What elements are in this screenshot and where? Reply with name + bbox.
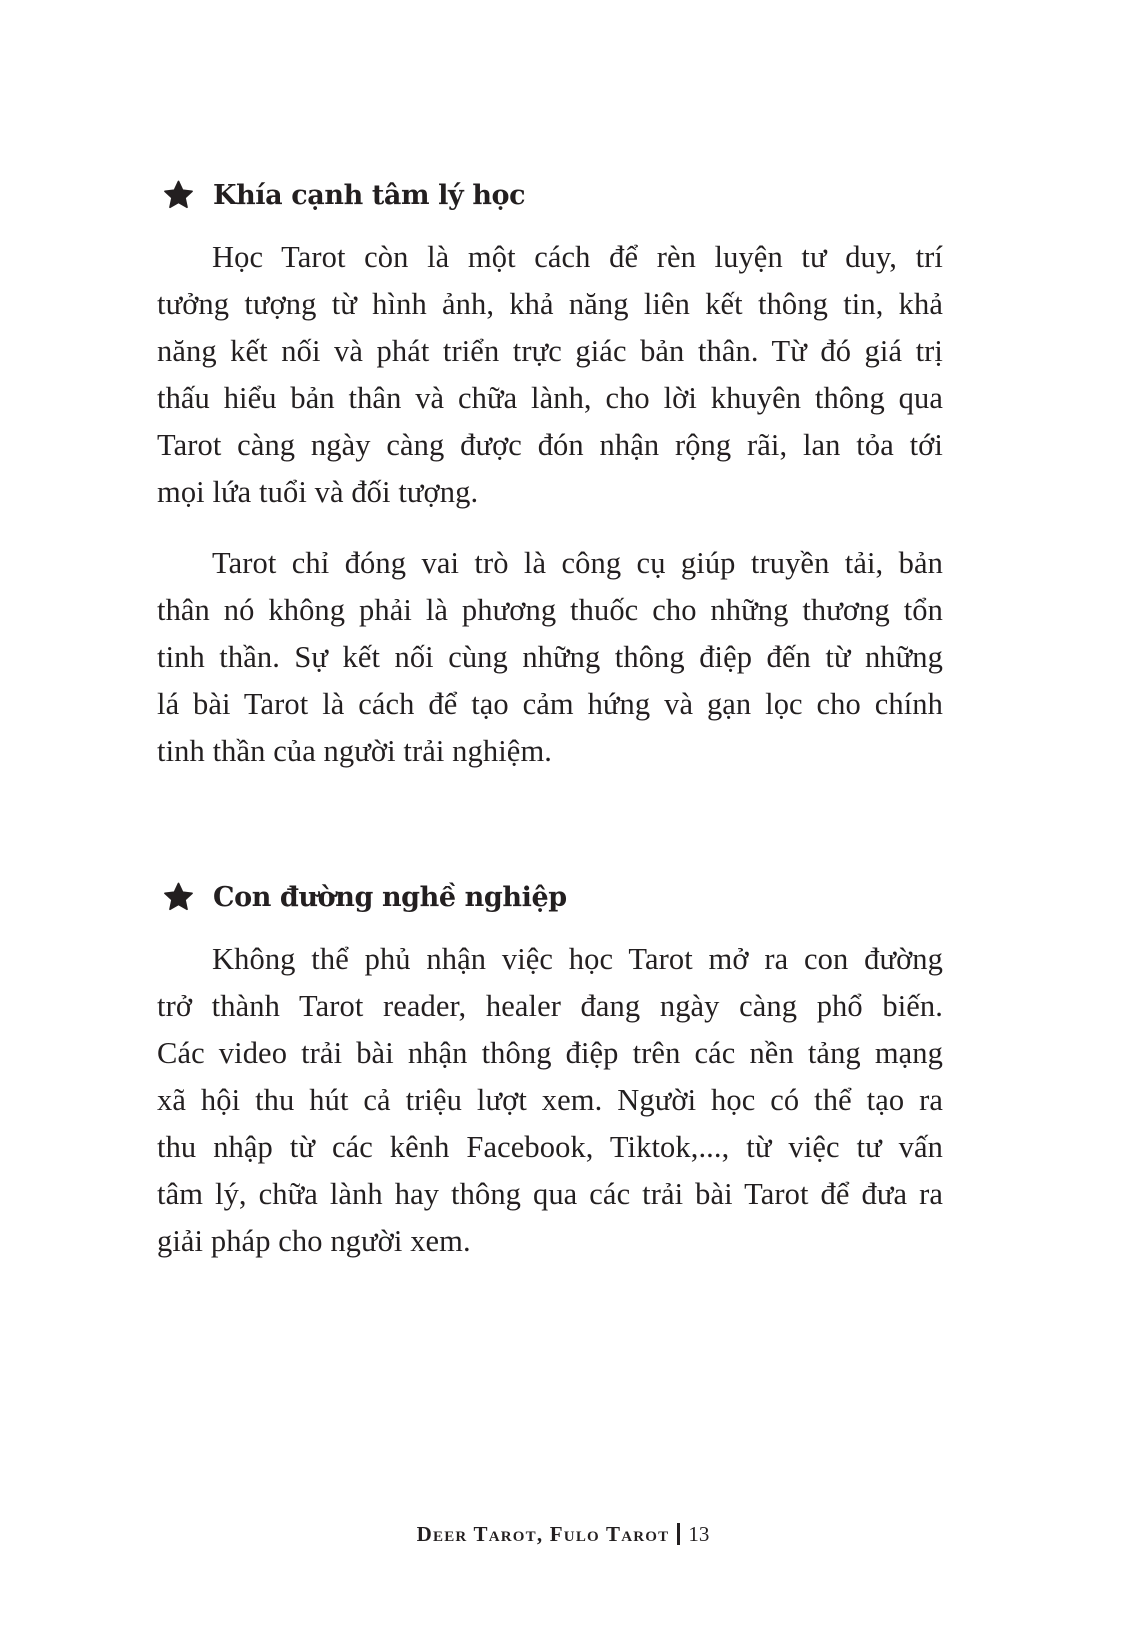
paragraph — [157, 936, 943, 1265]
text-line: tinh thần. Sự kết nối cùng những thông điệp đến từ những — [157, 640, 943, 674]
section-heading-text: Con đường nghề nghiệp — [213, 881, 567, 913]
text-line: thu nhập từ các kênh Facebook, Tiktok,..., từ việc tư vấn — [157, 1130, 943, 1164]
paragraph — [157, 540, 943, 775]
page-footer — [0, 1522, 1126, 1547]
text-line: thấu hiểu bản thân và chữa lành, cho lời khuyên thông qua — [157, 381, 943, 415]
paragraph-text — [157, 234, 943, 516]
footer-separator — [677, 1523, 680, 1545]
page-number: 13 — [688, 1522, 710, 1546]
text-line: tinh thần của người trải nghiệm. — [157, 734, 552, 768]
section-career — [157, 877, 943, 917]
text-line: Tarot chỉ đóng vai trò là công cụ giúp truyền tải, bản — [212, 546, 943, 580]
section-heading-text: Khía cạnh tâm lý học — [213, 179, 526, 211]
text-line: xã hội thu hút cả triệu lượt xem. Người học có thể tạo ra — [157, 1083, 943, 1117]
star-icon — [162, 179, 195, 211]
paragraph-text — [157, 936, 943, 1265]
text-line: Các video trải bài nhận thông điệp trên các nền tảng mạng — [157, 1036, 943, 1070]
section-psychology — [157, 175, 943, 215]
text-line: lá bài Tarot là cách để tạo cảm hứng và gạn lọc cho chính — [157, 687, 943, 721]
text-line: Học Tarot còn là một cách để rèn luyện tư duy, trí — [212, 240, 943, 274]
text-line: Tarot càng ngày càng được đón nhận rộng rãi, lan tỏa tới — [157, 428, 943, 462]
paragraph — [157, 234, 943, 516]
text-line: giải pháp cho người xem. — [157, 1224, 471, 1258]
text-line: tâm lý, chữa lành hay thông qua các trải bài Tarot để đưa ra — [157, 1177, 943, 1211]
text-line: tưởng tượng từ hình ảnh, khả năng liên kết thông tin, khả — [157, 287, 943, 321]
text-line: Không thể phủ nhận việc học Tarot mở ra con đường — [212, 942, 943, 976]
text-line: năng kết nối và phát triển trực giác bản thân. Từ đó giá trị — [157, 334, 943, 368]
text-line: thân nó không phải là phương thuốc cho những thương tổn — [157, 593, 943, 627]
star-icon — [162, 881, 195, 913]
paragraph-text — [157, 540, 943, 775]
section-heading — [157, 877, 943, 917]
text-line: trở thành Tarot reader, healer đang ngày càng phổ biến. — [157, 989, 943, 1023]
section-heading — [157, 175, 943, 215]
running-title: Deer Tarot, Fulo Tarot — [416, 1522, 670, 1546]
text-line: mọi lứa tuổi và đối tượng. — [157, 475, 479, 509]
